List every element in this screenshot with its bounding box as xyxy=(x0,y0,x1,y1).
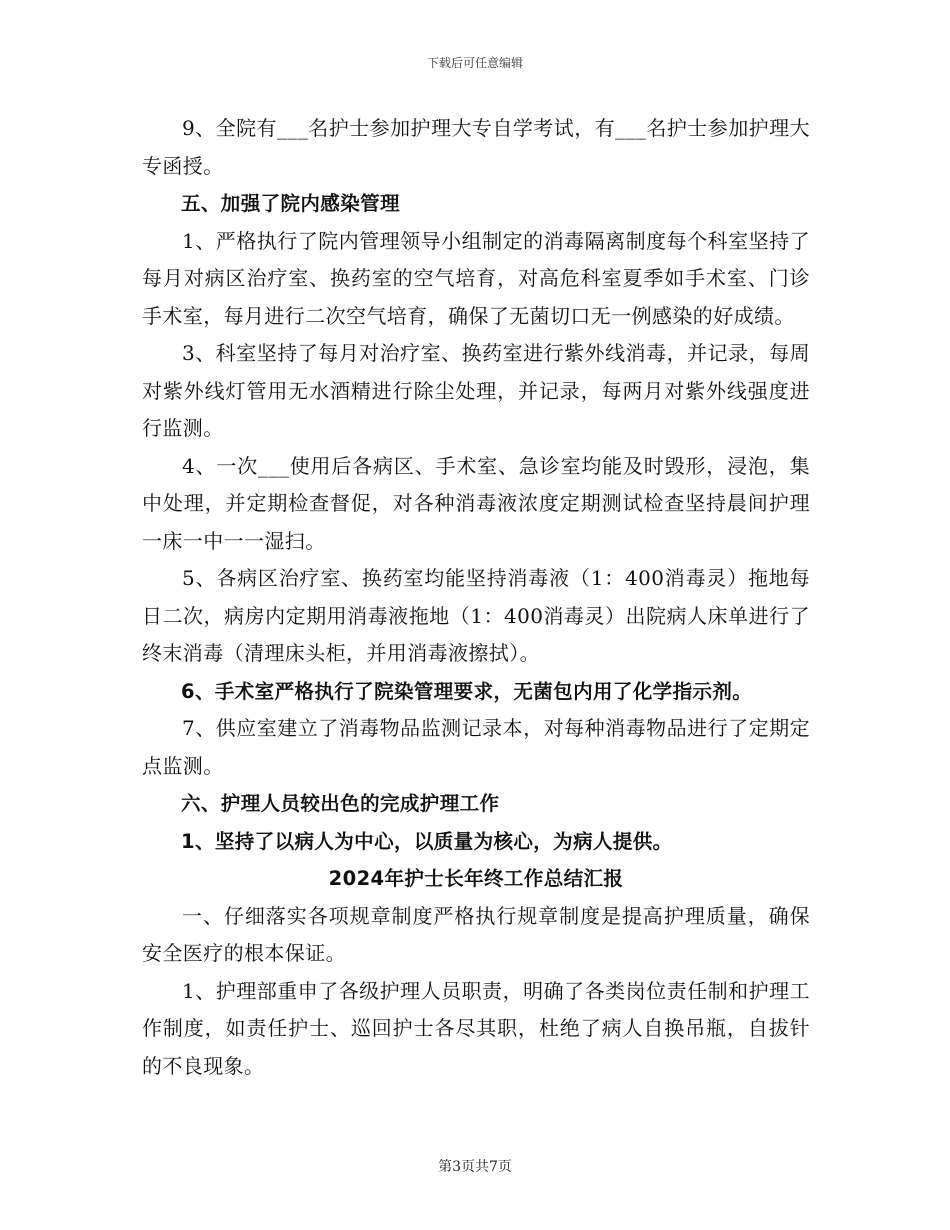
paragraph-item-5: 5、各病区治疗室、换药室均能坚持消毒液（1：400消毒灵）拖地每日二次，病房内定期用消毒液拖地（1：400消毒灵）出院病人床单进行了终末消毒（清理床头柜，并用消毒液擦拭）。 xyxy=(142,566,810,665)
section-heading-1: 一、仔细落实各项规章制度严格执行规章制度是提高护理质量，确保安全医疗的根本保证。 xyxy=(142,903,810,965)
paragraph-item-1: 1、严格执行了院内管理领导小组制定的消毒隔离制度每个科室坚持了每月对病区治疗室、换药室的空气培育，对高危科室夏季如手术室、门诊手术室，每月进行二次空气培育，确保了无菌切口无一例感染的好成绩。 xyxy=(142,228,810,328)
document-title: 2024年护士长年终工作总结汇报 xyxy=(328,867,624,890)
paragraph-item-6: 6、手术室严格执行了院染管理要求，无菌包内用了化学指示剂。 xyxy=(181,679,753,703)
paragraph-item-7: 7、供应室建立了消毒物品监测记录本，对每种消毒物品进行了定期定点监测。 xyxy=(142,716,810,778)
header-note: 下载后可任意编辑 xyxy=(426,56,523,70)
document-body xyxy=(142,110,810,1085)
paragraph-item-1-duties: 1、护理部重申了各级护理人员职责，明确了各类岗位责任制和护理工作制度，如责任护士、巡回护士各尽其职，杜绝了病人自换吊瓶，自拔针的不良现象。 xyxy=(142,978,810,1078)
paragraph-item-4: 4、一次___使用后各病区、手术室、急诊室均能及时毁形，浸泡，集中处理，并定期检查督促，对各种消毒液浓度定期测试检查坚持晨间护理一床一中一一湿扫。 xyxy=(142,453,810,553)
paragraph-item-9: 9、全院有___名护士参加护理大专自学考试，有___名护士参加护理大专函授。 xyxy=(142,116,810,178)
section-heading-5: 五、加强了院内感染管理 xyxy=(181,192,400,215)
paragraph-item-6-1: 1、坚持了以病人为中心，以质量为核心，为病人提供。 xyxy=(181,829,673,853)
paragraph-item-3: 3、科室坚持了每月对治疗室、换药室进行紫外线消毒，并记录，每周对紫外线灯管用无水酒精进行除尘处理，并记录，每两月对紫外线强度进行监测。 xyxy=(142,341,810,440)
page-number: 第3页共7页 xyxy=(438,1159,512,1175)
section-heading-6: 六、护理人员较出色的完成护理工作 xyxy=(181,792,500,815)
